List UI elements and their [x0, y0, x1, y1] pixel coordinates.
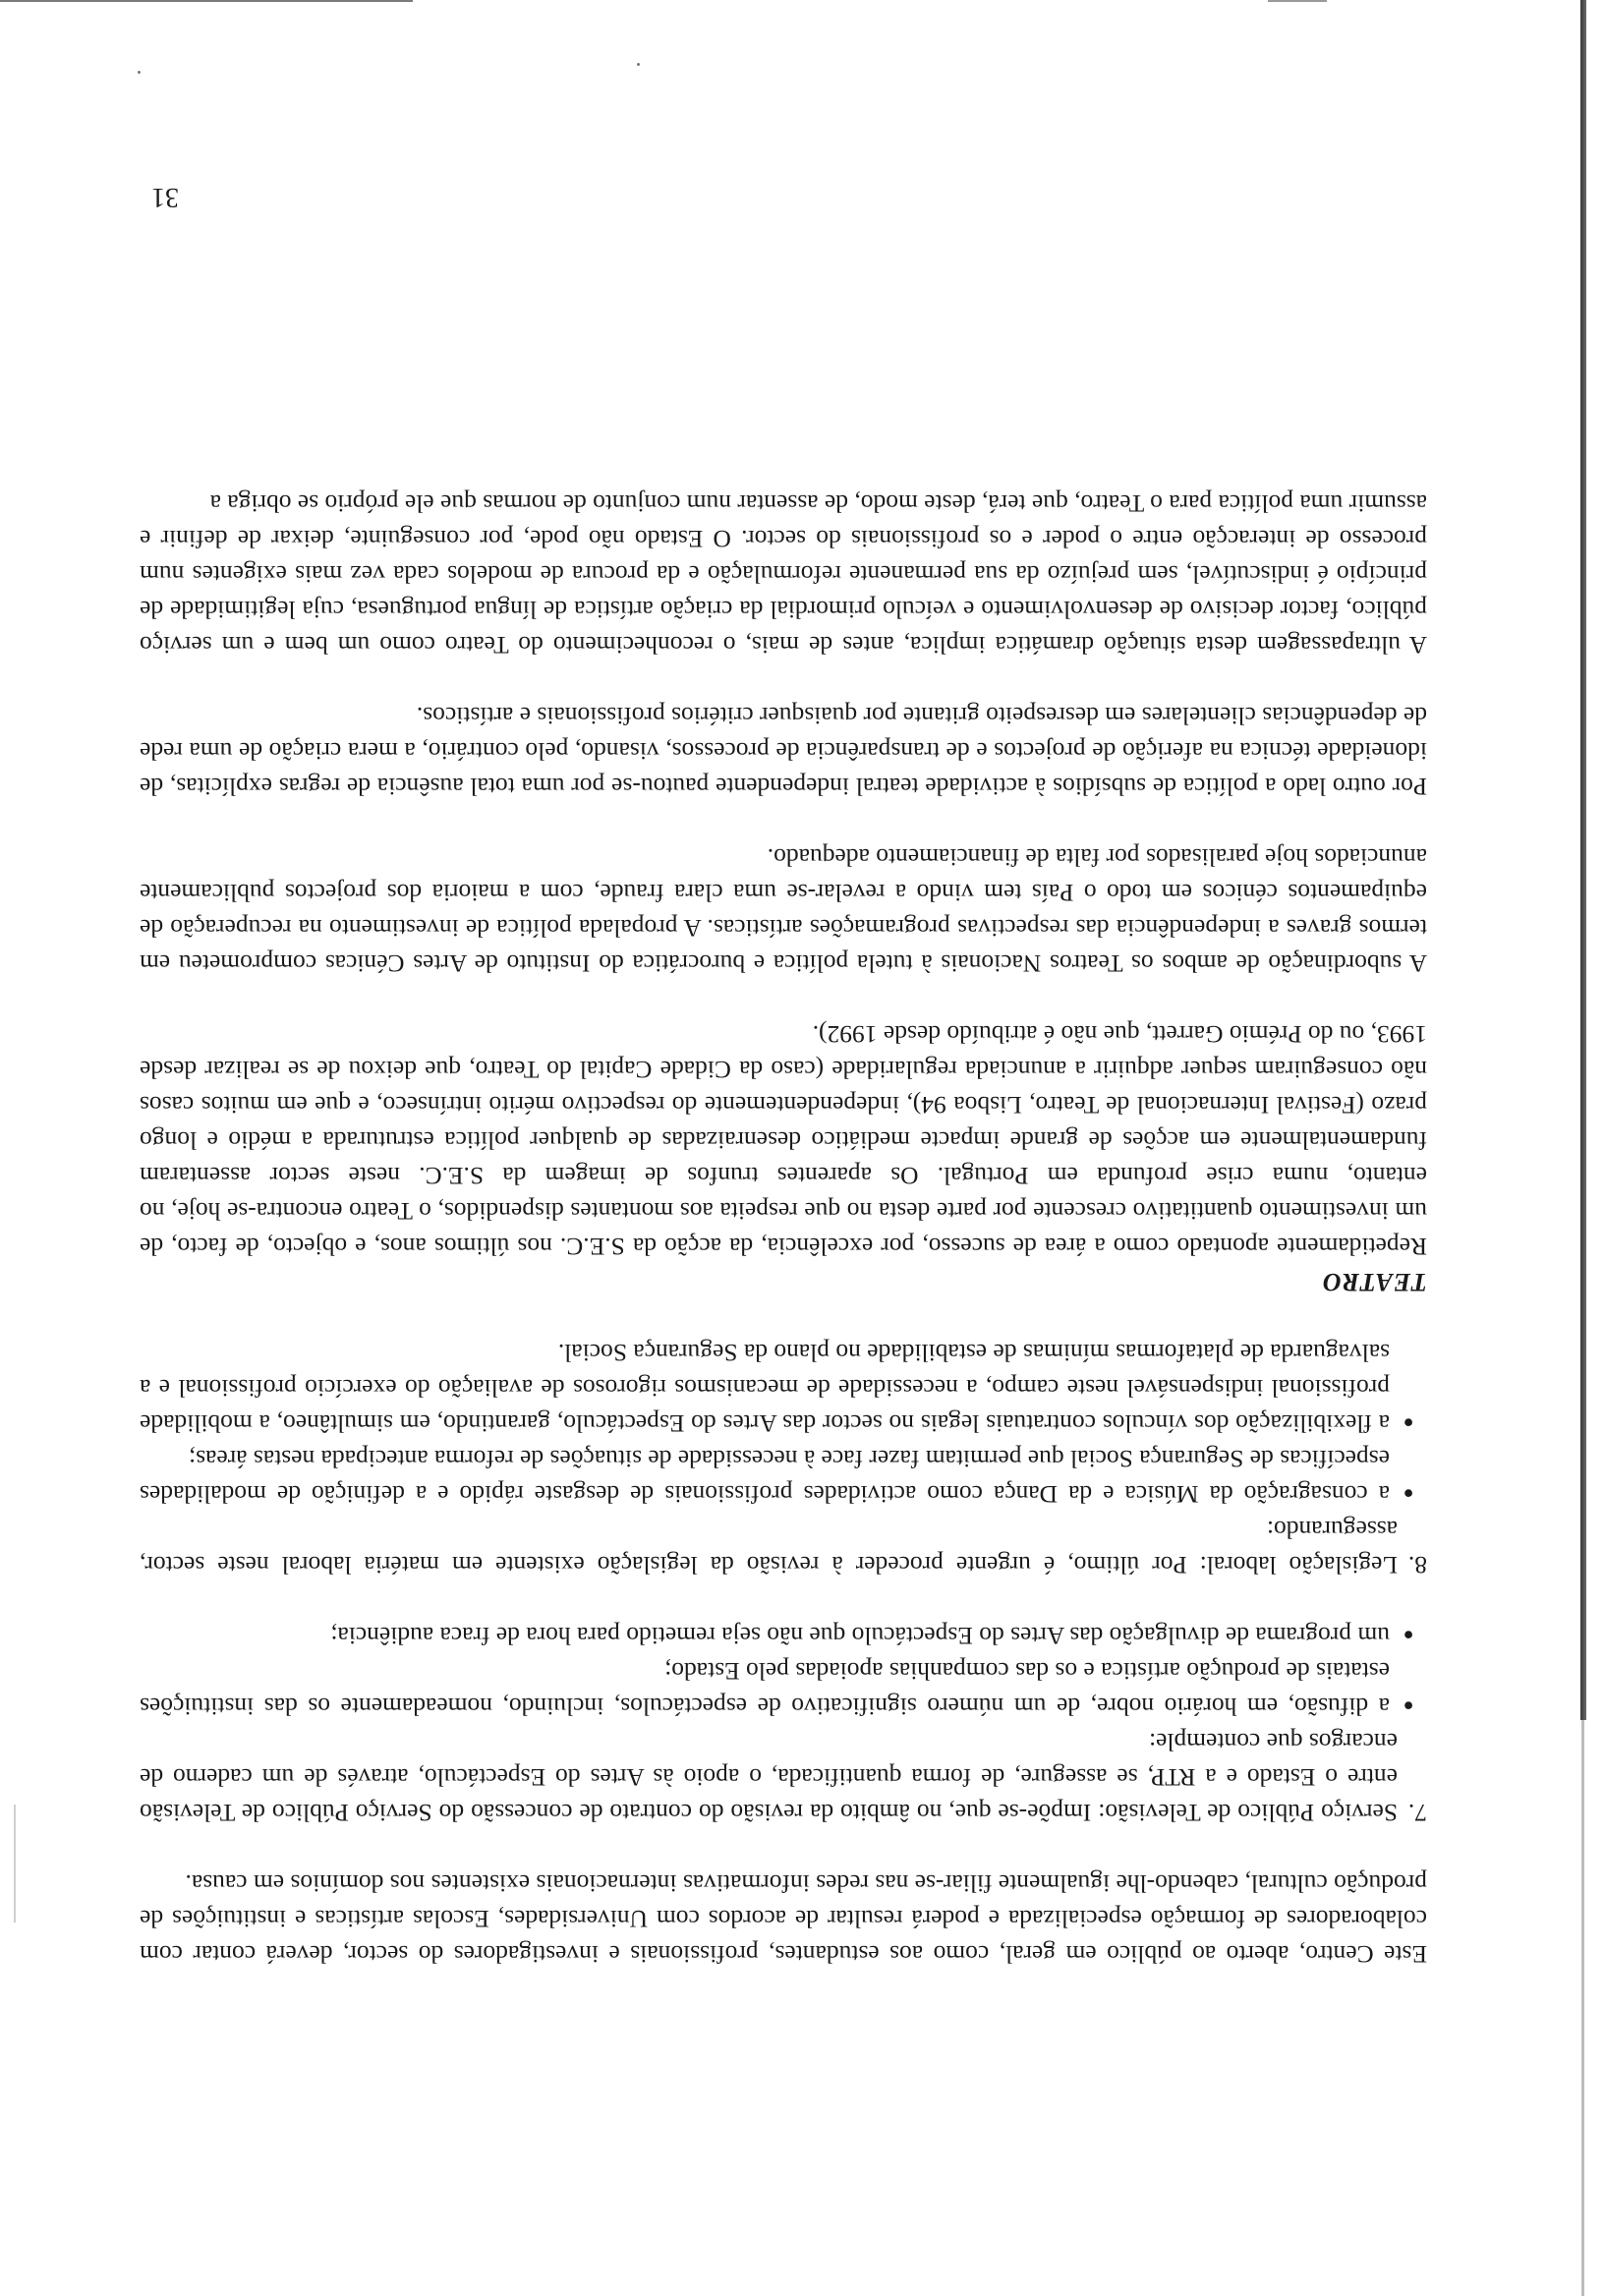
document-body [140, 486, 1427, 1972]
teatro-paragraph: Repetidamente apontado como a área de sucesso, por excelência, da acção da S.E.C. nos últimos anos, e objecto, de facto, de um investimento quantitativo crescente por parte desta no que respeita aos montantes dispendidos, o Teatro encontra-se hoje, no entanto, numa crise profunda em Portugal. Os aparentes trunfos de imagem da S.E.C. neste sector assentaram fundamentalmente em acções de grande impacte mediático desenraizadas de qualquer política estruturada a médio e longo prazo (Festival Internacional de Teatro, Lisboa 94), independentemente do respectivo mérito intrínseco, e que em muitos casos não conseguiram sequer adquirir a anunciada regularidade (caso da Cidade Capital do Teatro, que deixou de se realizar desde 1993, ou do Prémio Garrett, que não é atribuído desde 1992). [140, 1020, 1427, 1261]
section-heading: TEATRO [1321, 1268, 1427, 1296]
intro-paragraph: Este Centro, aberto ao público em geral, como aos estudantes, profissionais e investigadores do sector, deverá contar com colaboradores de formação especializada e poderá resultar de acordos com Universidades, Escolas artísticas e instituições de produção cultural, cabendo-lhe igualmente filiar-se nas redes informativas internacionais existentes nos domínios em causa. [140, 1869, 1427, 1969]
bullet-icon: ● [1403, 1413, 1414, 1433]
page-number: 31 [151, 182, 179, 212]
item-7 [140, 1724, 1427, 1830]
bullet-icon: ● [1403, 1626, 1414, 1645]
item-7-bullets [140, 1618, 1427, 1724]
list-item: ● a difusão, em horário nobre, de um número significativo de espectáculos, incluindo, nomeadamente os das instituições estatais de produção artística e os das companhias apoiadas pelo Estado; [140, 1653, 1427, 1724]
list-item: ● a consagração da Música e da Dança como actividades profissionais de desgaste rápido e a definição de modalidades específicas de Segurança Social que permitam fazer face à necessidade de situações de reforma antecipada nestas áreas; [140, 1441, 1427, 1512]
bullet-icon: ● [1403, 1696, 1414, 1716]
list-item: ● a flexibilização dos vínculos contratuais legais no sector das Artes do Espectáculo, garantindo, em simultâneo, a mobilidade profissional indispensável neste campo, a necessidade de mecanismos rigorosos de avaliação do exercício profissional e a salvaguarda de plataformas mínimas de estabilidade no plano da Segurança Social. [140, 1335, 1427, 1441]
list-item: ● um programa de divulgação das Artes do Espectáculo que não seja remetido para hora de fraca audiência; [140, 1618, 1427, 1653]
teatro-paragraph: A subordinação de ambos os Teatros Nacionais à tutela política e burocrática do Instituto de Artes Cénicas comprometeu em termos graves a independência das respectivas programações artísticas. A propalada política de investimento na recuperação de equipamentos cénicos em todo o País tem vindo a revelar-se uma clara fraude, com a maioria dos projectos publicamente anunciados hoje paralisados por falta de financiamento adequado. [140, 843, 1427, 978]
item-text: Legislação laboral: Por último, é urgente proceder à revisão da legislação existente em matéria laboral neste sector, assegurando: [140, 1516, 1398, 1579]
item-text: Serviço Público de Televisão: Impõe-se que, no âmbito da revisão do contrato de concessão do Serviço Público de Televisão entre o Estado e a RTP, se assegure, de forma quantificada, o apoio às Artes do Espectáculo, através de um caderno de encargos que contemple: [140, 1728, 1398, 1827]
teatro-paragraph: Por outro lado a política de subsídios à actividade teatral independente pautou-se por uma total ausência de regras explícitas, de idoneidade técnica na aferição de projectos e de transparência de processos, visando, pelo contrário, a mera criação de uma rede de dependências clientelares em desrespeito gritante por quaisquer critérios profissionais e artísticos. [140, 702, 1427, 801]
item-number: 8. [1407, 1551, 1427, 1579]
teatro-paragraph: A ultrapassagem desta situação dramática implica, antes de mais, o reconhecimento do Teatro como um bem e um serviço público, factor decisivo de desenvolvimento e veículo primordial da criação artística de língua portuguesa, cuja legitimidade de princípio é indiscutível, sem prejuízo da sua permanente reformulação e da procura de modelos cada vez mais exigentes num processo de interacção entre o poder e os profissionais do sector. O Estado não pode, por conseguinte, deixar de definir e assumir uma política para o Teatro, que terá, deste modo, de assentar num conjunto de normas que ele próprio se obriga a [140, 489, 1427, 660]
item-8-bullets [140, 1335, 1427, 1512]
bullet-icon: ● [1403, 1484, 1414, 1504]
item-number: 7. [1407, 1799, 1427, 1827]
item-8 [140, 1512, 1427, 1582]
